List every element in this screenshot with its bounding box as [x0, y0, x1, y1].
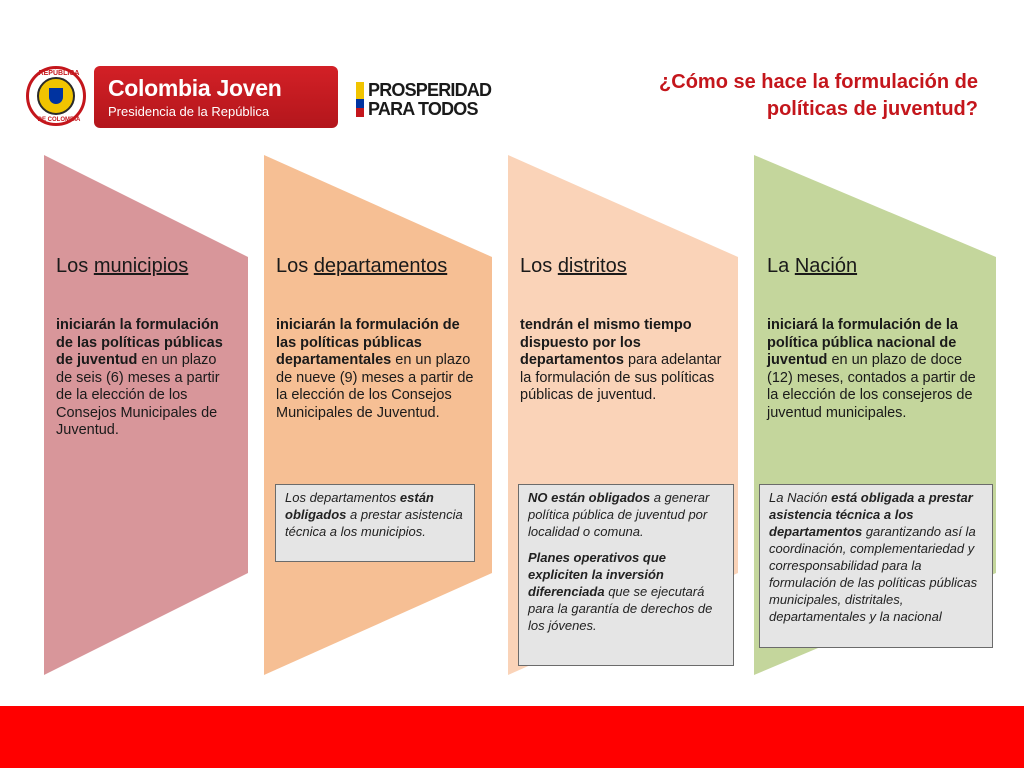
seal-bottom-text: DE COLOMBIA — [37, 117, 81, 123]
colombia-joven-logo — [22, 66, 338, 130]
national-seal-icon — [26, 66, 86, 126]
note-departamentos: Los departamentos están obligados a prestar asistencia técnica a los municipios. — [275, 484, 475, 562]
prosperidad-logo — [356, 80, 506, 120]
stage-municipios — [44, 155, 248, 675]
stage-title: Los departamentos — [276, 255, 448, 277]
stage-description: tendrán el mismo tiempo dispuesto por los departamentos para adelantar la formulación de sus políticas públicas de juventud. — [520, 317, 722, 403]
prosperidad-line2: PARA TODOS — [368, 99, 478, 119]
flag-icon — [356, 82, 364, 117]
footer-bar — [0, 706, 1024, 768]
stage-title: Los municipios — [56, 255, 189, 277]
page-title-line1: ¿Cómo se hace la formulación de — [659, 71, 978, 93]
prosperidad-line1: PROSPERIDAD — [368, 80, 492, 100]
stage-description: iniciará la formulación de la política pública nacional de juventud en un plazo de doce (12) meses, contados a partir de la elección de los consejeros de juventud municipales. — [767, 317, 976, 421]
logo-title: Colombia Joven — [108, 75, 282, 101]
stage-title: Los distritos — [520, 255, 627, 277]
page-title — [558, 69, 978, 123]
stage-description: iniciarán la formulación de las políticas públicas de juventud en un plazo de seis (6) meses a partir de la elección de los Consejos Municipales de Juventud. — [56, 317, 223, 438]
stage-description: iniciarán la formulación de las políticas públicas departamentales en un plazo de nueve (9) meses a partir de la elección de los Consejos Municipales de Juventud. — [276, 317, 474, 421]
logo-subtitle: Presidencia de la República — [108, 104, 270, 119]
colombia-joven-banner — [94, 66, 338, 128]
seal-top-text: REPÚBLICA — [38, 70, 80, 77]
note-distritos: NO están obligados a generar política pública de juventud por localidad o comuna. Planes operativos que expliciten la inversión diferenciada que se ejecutará para la garantía de derechos de los jóvenes. — [518, 484, 734, 666]
page-title-line2: políticas de juventud? — [766, 98, 978, 120]
stage-departamentos — [264, 155, 492, 675]
stage-title: La Nación — [767, 255, 858, 277]
note-nacion: La Nación está obligada a prestar asistencia técnica a los departamentos garantizando así la coordinación, complementariedad y corresponsabilidad para la formulación de las políticas públicas municipales, distritales, departamentales y la nacional — [759, 484, 993, 648]
